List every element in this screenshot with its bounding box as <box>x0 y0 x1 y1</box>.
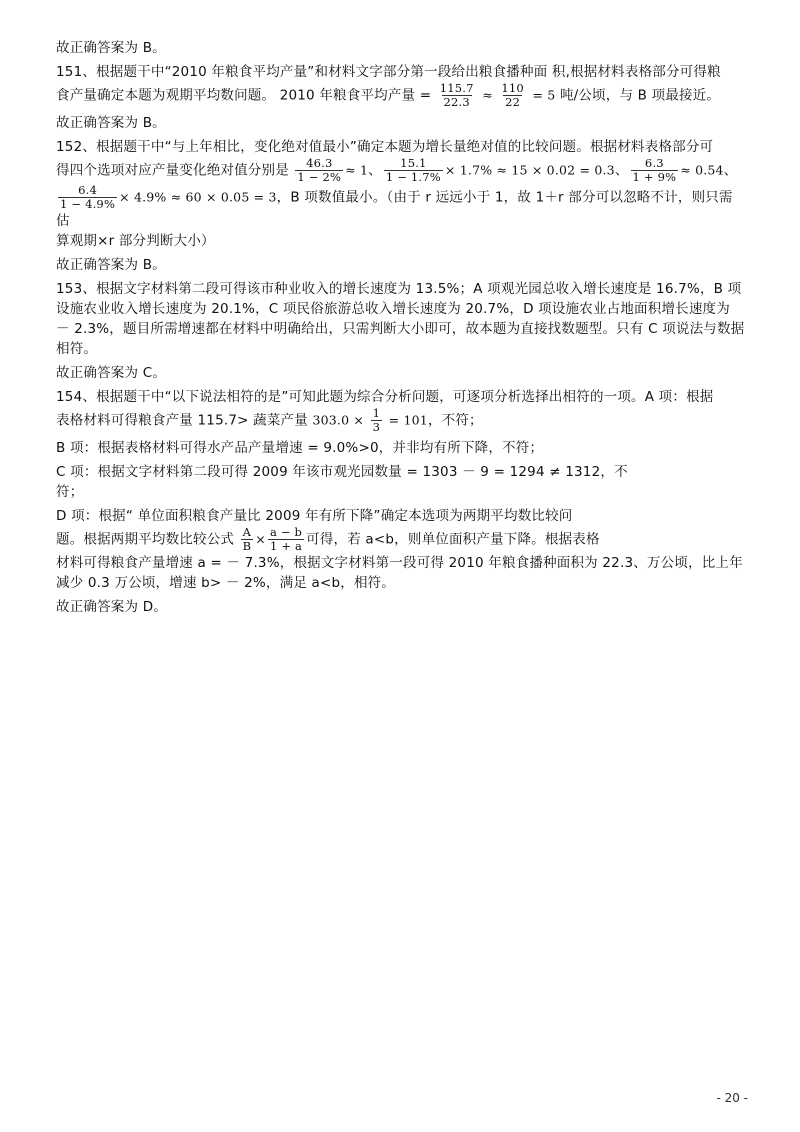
q152-frac-4: $\frac{6.4}{1 - 4.9\%}$ <box>60 183 116 211</box>
q152-term-2: × 1.7% ≈ 15 × 0.02 = 0.3 <box>444 162 615 178</box>
q151-frac-1: $\frac{115.7}{22.3}$ <box>439 81 474 109</box>
q154-option-c-line1: C 项：根据文字材料第二段可得 2009 年该市观光园数量 = 1303 － 9 = 1294 ≠ 1312，不 <box>56 464 628 480</box>
q151-approx: ≈ <box>482 87 493 103</box>
q154-option-d-line3: 材料可得粮食产量增速 a = － 7.3%，根据文字材料第一段可得 2010 年粮食播种面积为 22.3、万公顷，比上年减少 0.3 万公顷，增速 b> － 2%，满足 a<b，相符。 <box>56 555 743 591</box>
answer-explanations <box>56 38 746 621</box>
q152-line2-pre: 得四个选项对应产量变化绝对值分别是 <box>56 162 289 179</box>
q152-line3-post: ，B 项数值最小。（由于 r 远远小于 1，故 1＋r 部分可以忽略不计，则只需估 <box>56 189 733 229</box>
page-number: - 20 - <box>716 1091 748 1105</box>
q153-text: 153、根据文字材料第二段可得该市种业收入的增长速度为 13.5%；A 项观光园总收入增长速度是 16.7%，B 项设施农业收入增长速度为 20.1%，C 项民俗旅游总收入增长速度为 20.7%，D 项设施农业占地面积增长速度为 － 2.3%，题目所需增速都在材料中明确给出，只需判断大小即可，故本题为直接找数题型。只有 C 项说法与数据相符。 <box>56 281 745 357</box>
q152-term-1: ≈ 1 <box>345 162 369 178</box>
q154-option-b: B 项：根据表格材料可得水产品产量增速 = 9.0%>0，并非均有所下降，不符； <box>56 440 544 456</box>
q154-frac-formula: $\frac{a - b}{1 + a}$ <box>269 525 303 553</box>
q151-line2-pre: 食产量确定本题为观期平均数问题。 2010 年粮食平均产量 = <box>56 87 432 104</box>
q154-math-post: = 101 <box>388 412 428 428</box>
q152-term-3: ≈ 0.54 <box>680 162 724 178</box>
q154-option-c-line2: 符； <box>56 484 84 500</box>
q152-frac-1: $\frac{46.3}{1 - 2\%}$ <box>297 156 342 184</box>
answer-line: 故正确答案为 B。 <box>56 115 166 131</box>
q154-frac-a-b: $\frac{A}{B}$ <box>242 525 252 553</box>
q151-line2-post: 吨/公顷，与 B 项最接近。 <box>559 87 721 104</box>
separator: 、 <box>614 162 629 179</box>
q154-line2-pre: 表格材料可得粮食产量 115.7> 蔬菜产量 <box>56 412 308 429</box>
separator: 、 <box>723 162 738 179</box>
q154-mul: × <box>255 531 266 547</box>
q154-option-d-line2-post: 可得，若 a<b，则单位面积产量下降。根据表格 <box>306 531 600 548</box>
q154-line2-post: ，不符； <box>427 412 483 429</box>
q154-option-c <box>56 462 746 502</box>
q154-option-d-line2-pre: 题。根据两期平均数比较公式 <box>56 531 235 548</box>
q152-frac-2: $\frac{15.1}{1 - 1.7\%}$ <box>385 156 441 184</box>
q152-frac-3: $\frac{6.3}{1 + 9\%}$ <box>632 156 677 184</box>
answer-line: 故正确答案为 D。 <box>56 599 167 615</box>
q154-math-pre: 303.0 × <box>312 412 365 428</box>
q152-line4: 算观期×r 部分判断大小） <box>56 233 215 249</box>
answer-line: 故正确答案为 B。 <box>56 40 166 56</box>
q152-term-4: × 4.9% ≈ 60 × 0.05 = 3 <box>119 189 277 205</box>
q152-line1: 152、根据题干中“与上年相比，变化绝对值最小”确定本题为增长量绝对值的比较问题。根据材料表格部分可 <box>56 139 714 155</box>
q154-line1: 154、根据题干中“以下说法相符的是”可知此题为综合分析问题，可逐项分析选择出相符的一项。A 项：根据 <box>56 389 714 405</box>
q154-option-d <box>56 506 746 593</box>
answer-line: 故正确答案为 B。 <box>56 257 166 273</box>
q151-line1: 151、根据题干中“2010 年粮食平均产量”和材料文字部分第一段给出粮食播种面 积,根据材料表格部分可得粮 <box>56 64 721 80</box>
q151-frac-2: $\frac{110}{22}$ <box>501 81 524 109</box>
answer-line: 故正确答案为 C。 <box>56 365 167 381</box>
q151-text <box>56 62 746 109</box>
q152-text <box>56 137 746 251</box>
q154-option-d-line1: D 项：根据“ 单位面积粮食产量比 2009 年有所下降”确定本选项为两期平均数比较问 <box>56 508 573 524</box>
q151-result: = 5 <box>532 87 556 103</box>
q154-text <box>56 387 746 434</box>
q154-frac-third: $\frac{1}{3}$ <box>372 406 381 434</box>
separator: 、 <box>368 162 382 179</box>
